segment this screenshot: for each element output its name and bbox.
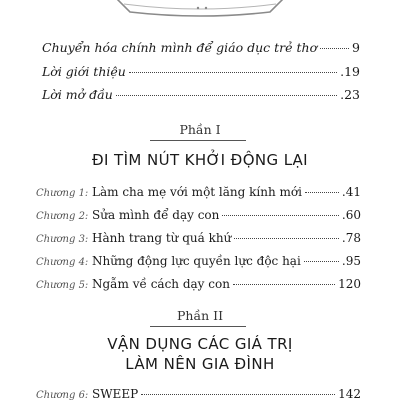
toc-entry-title: Lời giới thiệu (42, 64, 126, 79)
chapter-label: Chương 1: (36, 188, 89, 199)
chapter-label: Chương 4: (36, 257, 89, 268)
chapter-entry[interactable] (36, 185, 361, 203)
chapter-title: Hành trang từ quá khứ (92, 231, 232, 245)
toc-entry-title: Chuyển hóa chính mình để giáo dục trẻ thơ (42, 40, 318, 55)
chapter-page: 142 (338, 387, 361, 401)
chapter-label: Chương 2: (36, 211, 89, 222)
part-divider (150, 140, 246, 141)
dot-leader (320, 47, 349, 49)
part-label: Phần I (179, 122, 221, 137)
part-title: ĐI TÌM NÚT KHỞI ĐỘNG LẠI (92, 151, 308, 169)
chapter-title: Những động lực quyền lực độc hại (92, 254, 301, 268)
chapter-entry[interactable] (36, 208, 361, 226)
chapter-page: .95 (341, 254, 361, 268)
dot-leader (129, 71, 337, 73)
chapter-label: Chương 3: (36, 234, 89, 245)
chapter-entry[interactable] (36, 231, 361, 249)
dot-leader (141, 393, 335, 395)
part-label: Phần II (176, 308, 224, 323)
chapter-entry[interactable] (36, 254, 361, 272)
dot-leader (233, 283, 335, 285)
chapter-title: Làm cha mẹ với một lăng kính mới (92, 185, 302, 199)
chapter-label: Chương 6: (36, 390, 89, 401)
chapter-entry[interactable] (36, 277, 361, 295)
toc-entry-page: .23 (340, 87, 360, 102)
dot-leader (116, 94, 337, 96)
decorative-banner-icon (110, 0, 290, 18)
dot-leader (222, 214, 339, 216)
dot-leader (304, 260, 339, 262)
toc-entry-page: 9 (352, 40, 360, 55)
chapter-title: Sửa mình để dạy con (92, 208, 220, 222)
toc-entry-foreword[interactable] (42, 87, 360, 105)
chapter-title: Ngẫm về cách dạy con (92, 277, 230, 291)
chapter-title: SWEEP (92, 387, 139, 401)
part-title: VẬN DỤNG CÁC GIÁ TRỊ (107, 335, 293, 353)
chapter-page: .60 (341, 208, 361, 222)
part-divider (150, 326, 246, 327)
dot-leader (305, 191, 339, 193)
chapter-page: .78 (341, 231, 361, 245)
toc-entry-preface[interactable] (42, 40, 360, 58)
toc-entry-introduction[interactable] (42, 64, 360, 82)
part-title-line-2: LÀM NÊN GIA ĐÌNH (125, 355, 275, 373)
chapter-label: Chương 5: (36, 280, 89, 291)
dot-leader (234, 237, 339, 239)
chapter-page: .41 (341, 185, 361, 199)
chapter-page: 120 (338, 277, 361, 291)
toc-entry-page: .19 (340, 64, 360, 79)
chapter-entry[interactable] (36, 387, 361, 405)
toc-entry-title: Lời mở đầu (42, 87, 113, 102)
